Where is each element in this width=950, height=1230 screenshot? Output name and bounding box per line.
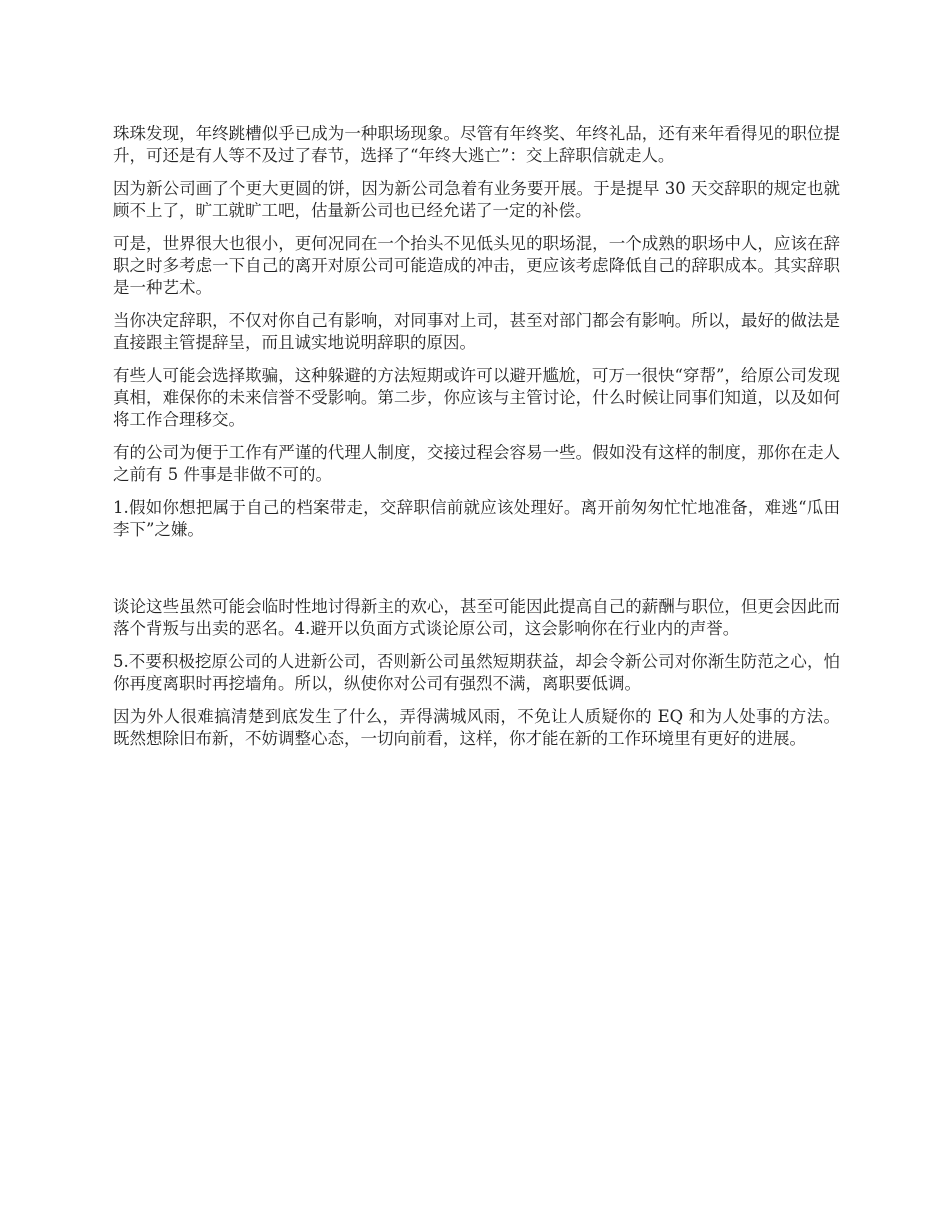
paragraph-intro: 珠珠发现，年终跳槽似乎已成为一种职场现象。尽管有年终奖、年终礼品，还有来年看得见的职位提升，可还是有人等不及过了春节，选择了“年终大逃亡”：交上辞职信就走人。: [113, 124, 840, 165]
paragraph-item-4: 谈论这些虽然可能会临时性地讨得新主的欢心，甚至可能因此提高自己的薪酬与职位，但更会因此而落个背叛与出卖的恶名。4.避开以负面方式谈论原公司，这会影响你在行业内的声誉。: [113, 597, 840, 638]
paragraph-handover: 有的公司为便于工作有严谨的代理人制度，交接过程会容易一些。假如没有这样的制度，那你在走人之前有 5 件事是非做不可的。: [113, 443, 840, 484]
paragraph-conclusion: 因为外人很难搞清楚到底发生了什么，弄得满城风雨，不免让人质疑你的 EQ 和为人处事的方法。既然想除旧布新，不妨调整心态，一切向前看，这样，你才能在新的工作环境里有更好的进展。: [113, 707, 840, 748]
paragraph-new-company: 因为新公司画了个更大更圆的饼，因为新公司急着有业务要开展。于是提早 30 天交辞职的规定也就顾不上了，旷工就旷工吧，估量新公司也已经允诺了一定的补偿。: [113, 179, 840, 220]
paragraph-item-5: 5.不要积极挖原公司的人进新公司，否则新公司虽然短期获益，却会令新公司对你渐生防范之心，怕你再度离职时再挖墙角。所以，纵使你对公司有强烈不满，离职要低调。: [113, 652, 840, 693]
document-body: [113, 123, 840, 761]
blank-gap: [113, 552, 840, 596]
paragraph-honesty: 有些人可能会选择欺骗，这种躲避的方法短期或许可以避开尴尬，可万一很快“穿帮”，给原公司发现真相，难保你的未来信誉不受影响。第二步，你应该与主管讨论，什么时候让同事们知道，以及如何将工作合理移交。: [113, 366, 840, 429]
paragraph-resign-cost: 可是，世界很大也很小，更何况同在一个抬头不见低头见的职场混，一个成熟的职场中人，应该在辞职之时多考虑一下自己的离开对原公司可能造成的冲击，更应该考虑降低自己的辞职成本。其实辞职是一种艺术。: [113, 234, 840, 297]
paragraph-decide-resign: 当你决定辞职，不仅对你自己有影响，对同事对上司，甚至对部门都会有影响。所以，最好的做法是直接跟主管提辞呈，而且诚实地说明辞职的原因。: [113, 311, 840, 352]
paragraph-item-1: 1.假如你想把属于自己的档案带走，交辞职信前就应该处理好。离开前匆匆忙忙地准备，难逃“瓜田李下”之嫌。: [113, 498, 840, 539]
